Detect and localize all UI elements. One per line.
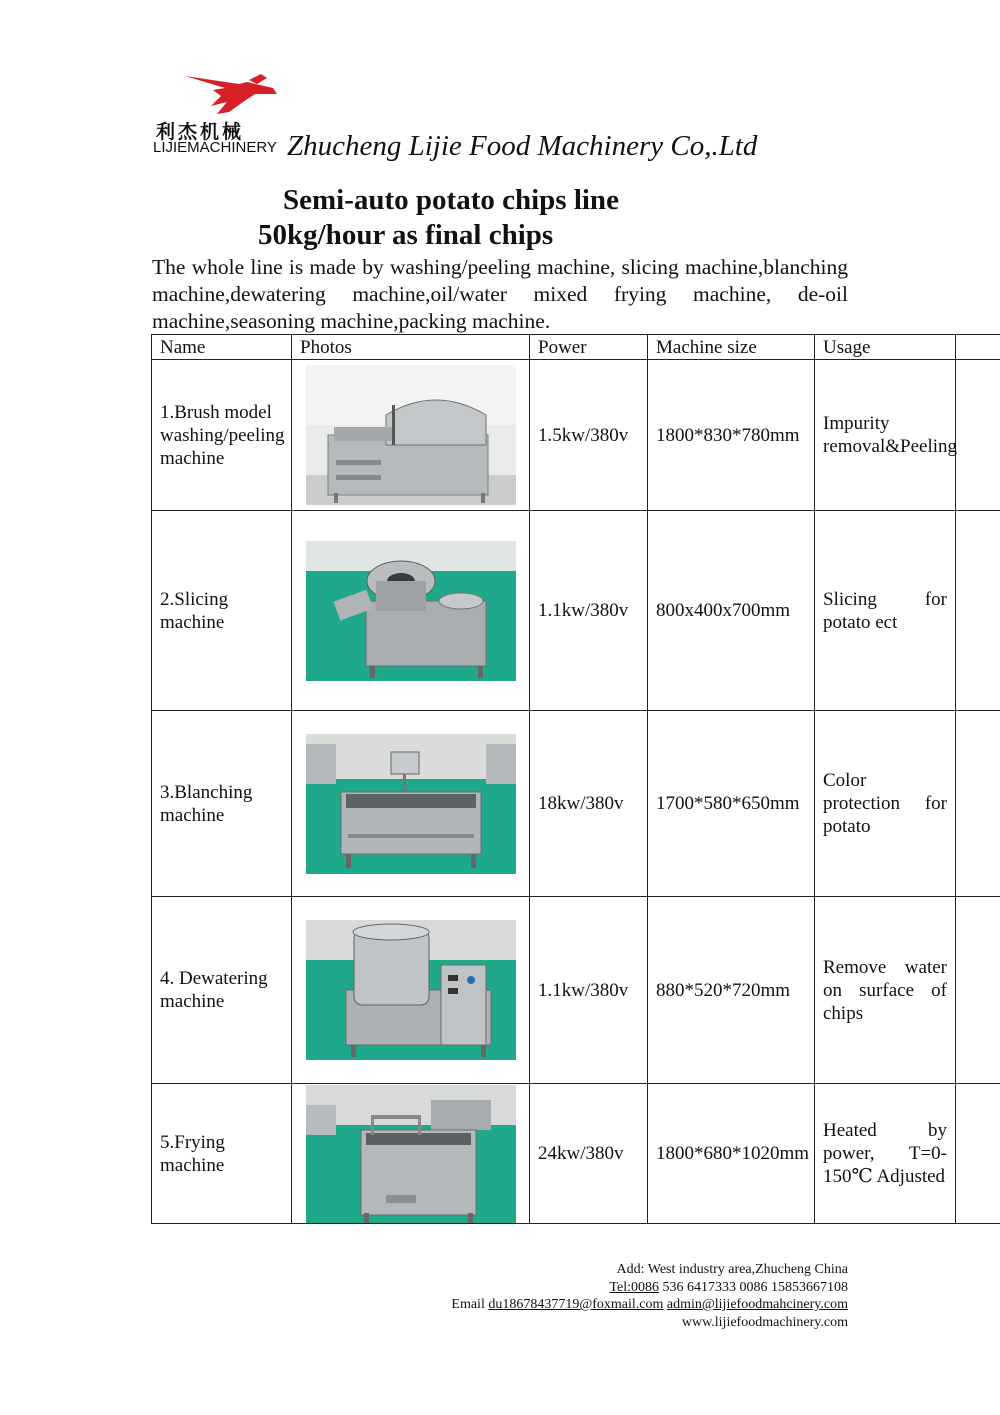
row-name: 3.Blanching machine: [152, 711, 292, 897]
row-name: 1.Brush model washing/peeling machine: [152, 360, 292, 511]
row-usage: Slicing for potato ect: [815, 511, 956, 711]
row-power: 18kw/380v: [530, 711, 648, 897]
row-size: 1800*680*1020mm: [648, 1084, 815, 1224]
table-row: [152, 360, 1000, 511]
row-name: 2.Slicing machine: [152, 511, 292, 711]
row-name: 5.Frying machine: [152, 1084, 292, 1224]
header-usage: Usage: [815, 335, 956, 360]
row-size: 800x400x700mm: [648, 511, 815, 711]
row-power: 1.1kw/380v: [530, 897, 648, 1084]
spec-table: [151, 334, 1000, 1224]
dewatering-machine-photo: [306, 920, 516, 1060]
email-link-2[interactable]: admin@lijiefoodmahcinery.com: [666, 1297, 848, 1312]
peeling-machine-photo: [306, 365, 516, 505]
header-power: Power: [530, 335, 648, 360]
footer-email: [451, 1296, 848, 1314]
header-empty: [956, 335, 1000, 360]
row-usage: Remove water on surface of chips: [815, 897, 956, 1084]
table-header-row: [152, 335, 1000, 360]
row-usage: Color protection for potato: [815, 711, 956, 897]
running-man-logo-icon: [177, 72, 287, 117]
email-link-1[interactable]: du18678437719@foxmail.com: [488, 1297, 664, 1312]
tel-label: Tel:0086: [609, 1279, 659, 1295]
row-usage: Impurity removal&Peeling: [815, 360, 956, 511]
row-name: 4. Dewatering machine: [152, 897, 292, 1084]
row-power: 1.1kw/380v: [530, 511, 648, 711]
footer-contact: [451, 1261, 848, 1331]
header-machine-size: Machine size: [648, 335, 815, 360]
row-power: 24kw/380v: [530, 1084, 648, 1224]
row-photo-cell: [292, 511, 530, 711]
footer-website[interactable]: www.lijiefoodmachinery.com: [681, 1314, 848, 1330]
footer-address: Add: West industry area,Zhucheng China: [616, 1262, 848, 1277]
row-photo-cell: [292, 1084, 530, 1224]
row-size: 1800*830*780mm: [648, 360, 815, 511]
slicing-machine-photo: [306, 541, 516, 681]
row-empty: [956, 511, 1000, 711]
frying-machine-photo: [306, 1085, 516, 1223]
table-row: [152, 1084, 1000, 1224]
email-label: Email: [451, 1297, 489, 1312]
table-row: [152, 897, 1000, 1084]
document-subtitle: 50kg/hour as final chips: [258, 219, 554, 251]
header-name: Name: [152, 335, 292, 360]
row-usage: Heated by power, T=0-150℃ Adjusted: [815, 1084, 956, 1224]
logo-chinese-text: 利杰机械: [156, 121, 245, 143]
company-name: Zhucheng Lijie Food Machinery Co,.Ltd: [287, 130, 758, 162]
document-title: Semi-auto potato chips line: [283, 184, 619, 216]
row-photo-cell: [292, 711, 530, 897]
row-empty: [956, 897, 1000, 1084]
intro-paragraph: The whole line is made by washing/peeling machine, slicing machine,blanching machine,dewatering machine,oil/water mixed frying machine, de-oil machine,seasoning machine,packing machine.: [152, 255, 848, 333]
row-empty: [956, 1084, 1000, 1224]
row-size: 880*520*720mm: [648, 897, 815, 1084]
row-photo-cell: [292, 360, 530, 511]
table-row: [152, 511, 1000, 711]
table-row: [152, 711, 1000, 897]
footer-phone: [451, 1279, 848, 1297]
header-photos: Photos: [292, 335, 530, 360]
logo-english-text: LIJIEMACHINERY: [153, 139, 277, 156]
blanching-machine-photo: [306, 734, 516, 874]
tel-numbers: 536 6417333 0086 15853667108: [659, 1279, 848, 1295]
row-power: 1.5kw/380v: [530, 360, 648, 511]
row-empty: [956, 360, 1000, 511]
row-size: 1700*580*650mm: [648, 711, 815, 897]
row-empty: [956, 711, 1000, 897]
row-photo-cell: [292, 897, 530, 1084]
